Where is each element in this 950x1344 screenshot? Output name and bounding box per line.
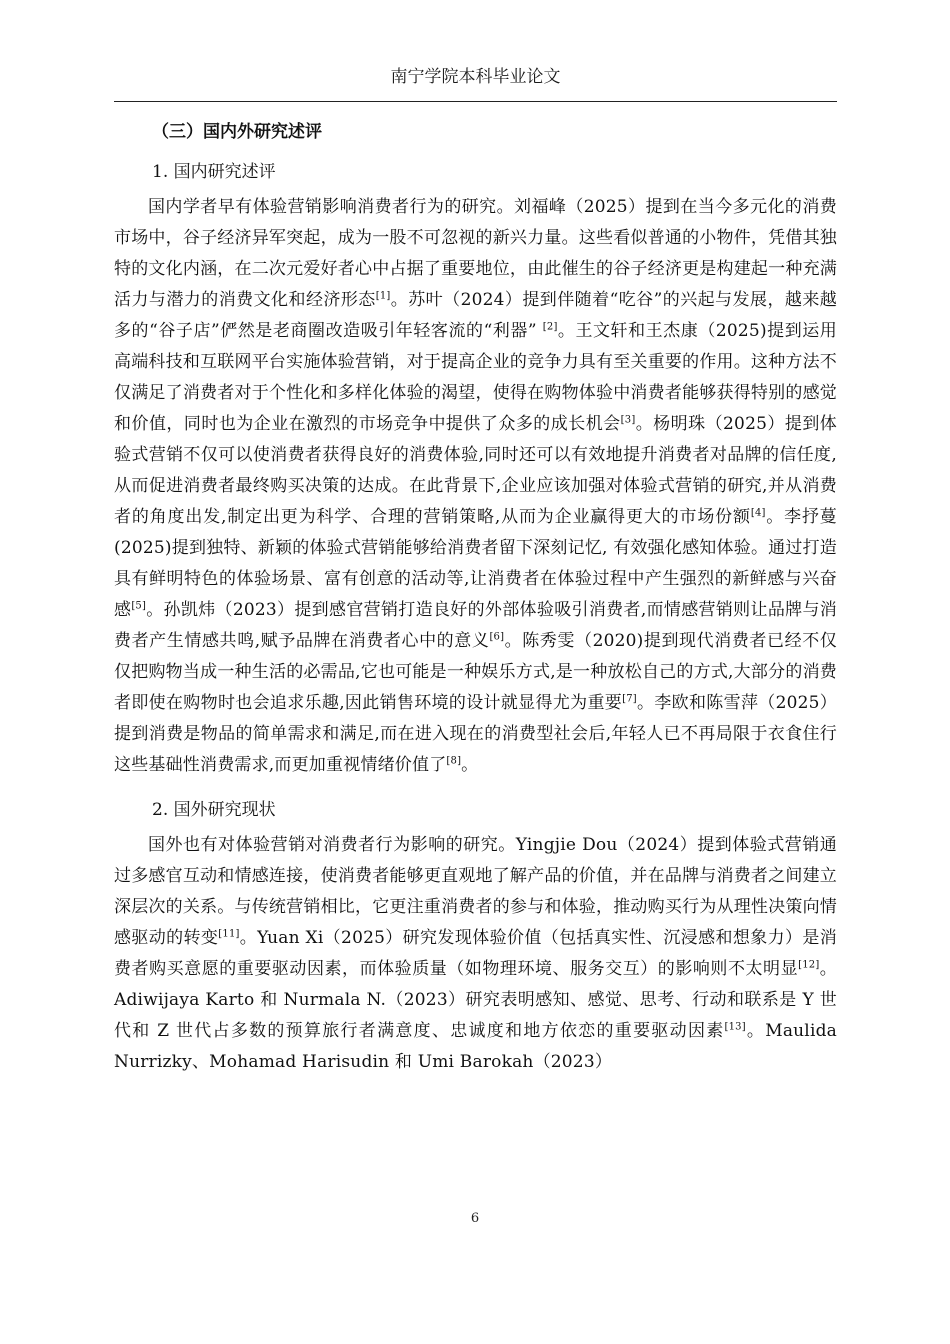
citation-1: [1] (375, 290, 391, 302)
citation-8: [8] (446, 755, 462, 767)
citation-12: [12] (798, 959, 820, 971)
section-heading: （三）国内外研究述评 (152, 122, 322, 142)
citation-3: [3] (620, 414, 636, 426)
citation-11: [11] (218, 928, 240, 940)
citation-2: [2] (542, 321, 558, 333)
header-rule (114, 101, 837, 102)
domestic-review-paragraph: 国内学者早有体验营销影响消费者行为的研究。刘福峰（2025）提到在当今多元化的消费市场中，谷子经济异军突起，成为一股不可忽视的新兴力量。这些看似普通的小物件，凭借其独特的文化内涵，在二次元爱好者心中占据了重要地位，由此催生的谷子经济更是构建起一种充满活力与潜力的消费文化和经济形态[1]。苏叶（2024）提到伴随着“吃谷”的兴起与发展，越来越多的“谷子店”俨然是老商圈改造吸引年轻客流的“利器” [2]。王文轩和王杰康（2025)提到运用高端科技和互联网平台实施体验营销，对于提高企业的竞争力具有至关重要的作用。这种方法不仅满足了消费者对于个性化和多样化体验的渴望，使得在购物体验中消费者能够获得特别的感觉和价值，同时也为企业在激烈的市场竞争中提供了众多的成长机会[3]。杨明珠（2025）提到体验式营销不仅可以使消费者获得良好的消费体验,同时还可以有效地提升消费者对品牌的信任度,从而促进消费者最终购买决策的达成。在此背景下,企业应该加强对体验式营销的研究,并从消费者的角度出发,制定出更为科学、合理的营销策略,从而为企业赢得更大的市场份额[4]。李抒蔓(2025)提到独特、新颖的体验式营销能够给消费者留下深刻记忆, 有效强化感知体验。通过打造具有鲜明特色的体验场景、富有创意的活动等,让消费者在体验过程中产生强烈的新鲜感与兴奋感[5]。孙凯炜（2023）提到感官营销打造良好的外部体验吸引消费者,而情感营销则让品牌与消费者产生情感共鸣,赋予品牌在消费者心中的意义[6]。陈秀雯（2020)提到现代消费者已经不仅仅把购物当成一种生活的必需品,它也可能是一种娱乐方式,是一种放松自己的方式,大部分的消费者即使在购物时也会追求乐趣,因此销售环境的设计就显得尤为重要[7]。李欧和陈雪萍（2025）提到消费是物品的简单需求和满足,而在进入现在的消费型社会后,年轻人已不再局限于衣食住行这些基础性消费需求,而更加重视情绪价值了[8]。 (114, 197, 838, 775)
foreign-status-heading: 2. 国外研究现状 (152, 800, 276, 820)
citation-7: [7] (622, 693, 637, 705)
foreign-status-paragraph: 国外也有对体验营销对消费者行为影响的研究。Yingjie Dou（2024）提到体验式营销通过多感官互动和情感连接，使消费者能够更直观地了解产品的价值，并在品牌与消费者之间建立深层次的关系。与传统营销相比，它更注重消费者的参与和体验，推动购买行为从理性决策向情感驱动的转变[11]。Yuan Xi（2025）研究发现体验价值（包括真实性、沉浸感和想象力）是消费者购买意愿的重要驱动因素，而体验质量（如物理环境、服务交互）的影响则不太明显[12]。Adiwijaya Karto 和 Nurmala N.（2023）研究表明感知、感觉、思考、行动和联系是 Y 世代和 Z 世代占多数的预算旅行者满意度、忠诚度和地方依恋的重要驱动因素[13]。Maulida Nurrizky、Mohamad Harisudin 和 Umi Barokah（2023） (114, 835, 837, 1072)
page-body (114, 112, 837, 1087)
domestic-review-heading: 1. 国内研究述评 (152, 162, 276, 182)
page-number: 6 (470, 1211, 480, 1226)
page-header: 南宁学院本科毕业论文 (390, 67, 561, 87)
citation-13: [13] (724, 1021, 746, 1033)
citation-5: [5] (131, 600, 147, 612)
citation-4: [4] (750, 507, 766, 519)
citation-6: [6] (489, 631, 505, 643)
